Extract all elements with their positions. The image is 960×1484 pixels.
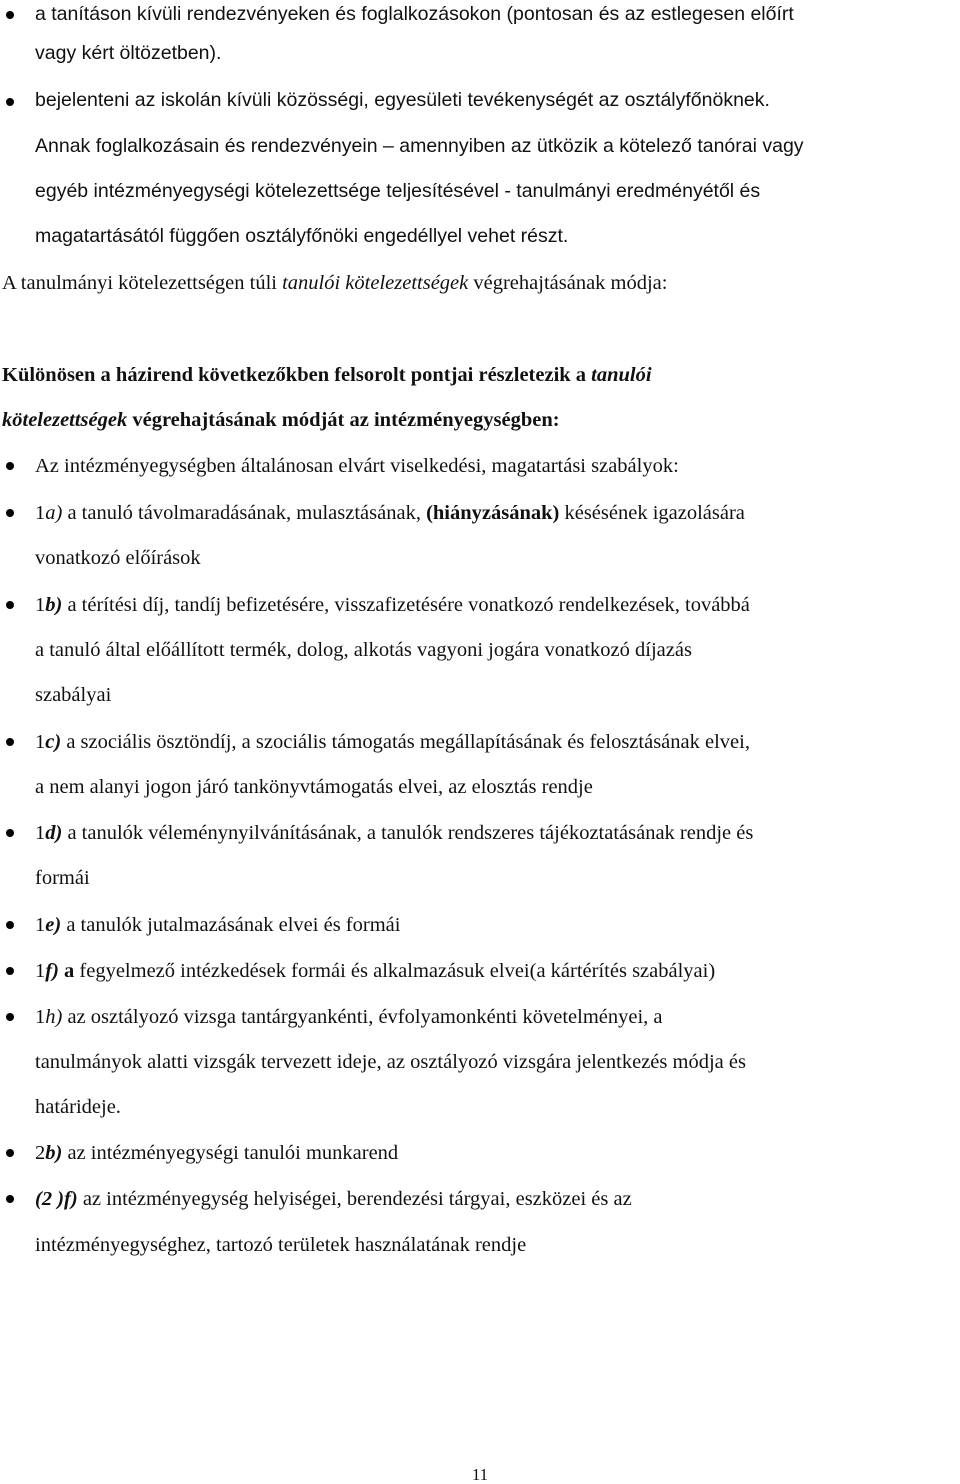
list-item-continuation: tanulmányok alatti vizsgák tervezett ideje, az osztályozó vizsgára jelentkezés módja és (35, 1051, 746, 1073)
item-number: 1 (35, 594, 46, 616)
bullet-marker (6, 601, 14, 609)
list-item-continuation: a tanuló által előállított termék, dolog, alkotás vagyoni jogára vonatkozó díjazás (35, 639, 692, 661)
list-item (35, 503, 745, 524)
list-item (35, 915, 400, 936)
item-text: a tanulók véleménynyilvánításának, a tanulók rendszeres tájékoztatásának rendje és (62, 822, 754, 844)
bullet-text-line: magatartásától függően osztályfőnöki engedéllyel vehet részt. (35, 225, 569, 247)
item-number: 1 (35, 960, 46, 982)
bullet-text-line: vagy kért öltözetben). (35, 42, 222, 64)
bullet-marker (6, 1013, 14, 1021)
list-item (35, 595, 750, 616)
bullet-marker (6, 11, 14, 19)
item-bold-text: a (58, 960, 75, 982)
item-text: a tanuló távolmaradásának, mulasztásának, (62, 502, 427, 524)
item-text: az intézményegység helyiségei, berendezési tárgyai, eszközei és az (77, 1188, 632, 1210)
list-item-continuation: intézményegységhez, tartozó területek használatának rendje (35, 1234, 527, 1256)
list-item (35, 1143, 398, 1164)
bullet-text-line: bejelenteni az iskolán kívüli közösségi, egyesületi tevékenységét az osztályfőnöknek. (35, 89, 770, 111)
item-number: 1 (35, 914, 46, 936)
bullet-text-line: egyéb intézményegységi kötelezettsége teljesítésével - tanulmányi eredményétől és (35, 180, 761, 202)
list-item (35, 732, 750, 753)
item-text: késésének igazolására (559, 502, 745, 524)
item-text: a szociális ösztöndíj, a szociális támogatás megállapításának és felosztásának elvei, (61, 731, 750, 753)
item-number: 2 (35, 1142, 46, 1164)
list-item (35, 1007, 663, 1028)
item-code: f) (45, 960, 59, 982)
list-item-continuation: a nem alanyi jogon járó tankönyvtámogatás elvei, az elosztás rendje (35, 776, 593, 798)
intro-italic-term: tanulói kötelezettségek (282, 272, 469, 294)
item-text: az osztályozó vizsga tantárgyankénti, évfolyamonkénti követelményei, a (62, 1006, 663, 1028)
bullet-marker (6, 1149, 14, 1157)
heading-text: Különösen a házirend következőkben felsorolt pontjai részletezik a (2, 364, 592, 386)
item-number: 1 (35, 502, 46, 524)
intro-paragraph (2, 273, 667, 294)
item-code: h) (45, 1006, 63, 1028)
bullet-marker (6, 738, 14, 746)
item-number: 1 (35, 1006, 46, 1028)
item-text: fegyelmező intézkedések formái és alkalmazásuk elvei(a kártérítés szabályai) (74, 960, 716, 982)
item-code: (2 )f) (35, 1188, 78, 1210)
heading-italic-term: kötelezettségek (2, 409, 128, 431)
heading-italic-term: tanulói (591, 364, 652, 386)
list-item: Az intézményegységben általánosan elvárt viselkedési, magatartási szabályok: (35, 455, 679, 477)
bullet-marker (6, 509, 14, 517)
item-number: 1 (35, 731, 46, 753)
intro-text: A tanulmányi kötelezettségen túli (2, 272, 283, 294)
list-item-continuation: vonatkozó előírások (35, 547, 201, 569)
bullet-marker (6, 921, 14, 929)
item-text: a térítési díj, tandíj befizetésére, visszafizetésére vonatkozó rendelkezések, továbbá (62, 594, 750, 616)
bullet-text-line: a tanításon kívüli rendezvényeken és foglalkozásokon (pontosan és az estlegesen előírt (35, 3, 794, 25)
bullet-marker (6, 98, 14, 106)
item-text: a tanulók jutalmazásának elvei és formái (61, 914, 401, 936)
item-code: a) (45, 502, 63, 524)
page-number: 11 (471, 1465, 489, 1484)
list-item (35, 823, 753, 844)
item-code: b) (45, 594, 63, 616)
bullet-text-line: Annak foglalkozásain és rendezvényein – amennyiben az ütközik a kötelező tanórai vagy (35, 135, 804, 157)
list-item-continuation: határideje. (35, 1096, 121, 1118)
item-code: b) (45, 1142, 63, 1164)
item-number: 1 (35, 822, 46, 844)
bullet-marker (6, 967, 14, 975)
list-item-continuation: formái (35, 867, 90, 889)
item-code: e) (45, 914, 62, 936)
bullet-marker (6, 829, 14, 837)
list-item-continuation: szabályai (35, 684, 112, 706)
section-heading (2, 365, 652, 386)
list-item (35, 961, 715, 982)
item-text: az intézményegységi tanulói munkarend (62, 1142, 399, 1164)
heading-text: végrehajtásának módját az intézményegységben: (127, 409, 560, 431)
section-heading (2, 410, 560, 431)
list-item (35, 1189, 632, 1210)
intro-text: végrehajtásának módja: (468, 272, 668, 294)
item-bold-text: (hiányzásának) (426, 502, 560, 524)
bullet-marker (6, 462, 14, 470)
item-code: d) (45, 822, 63, 844)
item-code: c) (45, 731, 62, 753)
bullet-marker (6, 1195, 14, 1203)
